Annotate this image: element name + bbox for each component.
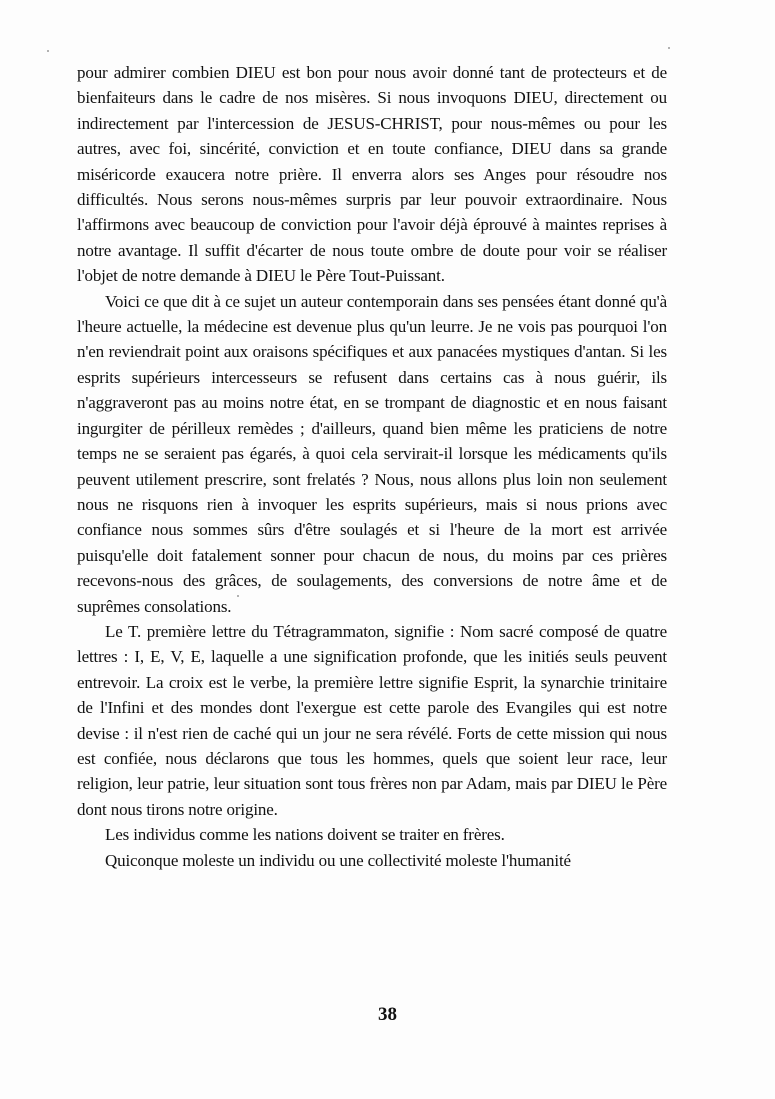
body-text: [77, 60, 667, 873]
page-number: 38: [378, 1004, 397, 1025]
paragraph: Voici ce que dit à ce sujet un auteur contemporain dans ses pensées étant donné qu'à l'heure actuelle, la médecine est devenue plus qu'un leurre. Je ne vois pas pourquoi l'on n'en reviendrait point aux oraisons spécifiques et aux panacées mystiques d'antan. Si les esprits supérieurs intercesseurs se refusent dans certains cas à nous guérir, ils n'aggraveront pas au moins notre état, en se trompant de diagnostic et en nous faisant ingurgiter de périlleux remèdes ; d'ailleurs, quand bien même les praticiens de notre temps ne se seraient pas égarés, à quoi cela servirait-il lorsque les médicaments qu'ils peuvent utilement prescrire, sont frelatés ? Nous, nous allons plus loin non seulement nous ne risquons rien à invoquer les esprits supérieurs, mais si nous prions avec confiance nous sommes sûrs d'être soulagés et si l'heure de la mort est arrivée puisqu'elle doit fatalement sonner pour chacun de nous, du moins par ces prières recevons-nous des grâces, de soulagements, des conversions de notre âme et de suprêmes consolations.: [77, 291, 667, 616]
paragraph: Les individus comme les nations doivent se traiter en frères.: [105, 825, 505, 845]
scan-speck: [668, 47, 670, 49]
paragraph: Quiconque moleste un individu ou une collectivité moleste l'humanité: [105, 850, 571, 870]
paragraph: pour admirer combien DIEU est bon pour nous avoir donné tant de protecteurs et de bienfaiteurs dans le cadre de nos misères. Si nous invoquons DIEU, directement ou indirectement par l'intercession de JESUS-CHRIST, pour nous-mêmes ou pour les autres, avec foi, sincérité, conviction et en toute confiance, DIEU dans sa grande miséricorde exaucera notre prière. Il enverra alors ses Anges pour résoudre nos difficultés. Nous serons nous-mêmes surpris par leur pouvoir extraordinaire. Nous l'affirmons avec beaucoup de conviction pour l'avoir déjà éprouvé à maintes reprises à notre avantage. Il suffit d'écarter de nous toute ombre de doute pour voir se réaliser l'objet de notre demande à DIEU le Père Tout-Puissant.: [77, 63, 667, 286]
scan-speck: [47, 50, 49, 52]
paragraph: Le T. première lettre du Tétragrammaton, signifie : Nom sacré composé de quatre lettres : I, E, V, E, laquelle a une signification profonde, que les initiés seuls peuvent entrevoir. La croix est le verbe, la première lettre signifie Esprit, la synarchie trinitaire de l'Infini et des mondes dont l'exergue est cette parole des Evangiles qui est notre devise : il n'est rien de caché qui un jour ne sera révélé. Forts de cette mission qui nous est confiée, nous déclarons que tous les hommes, quels que soient leur race, leur religion, leur patrie, leur situation sont tous frères non par Adam, mais par DIEU le Père dont nous tirons notre origine.: [77, 621, 667, 819]
